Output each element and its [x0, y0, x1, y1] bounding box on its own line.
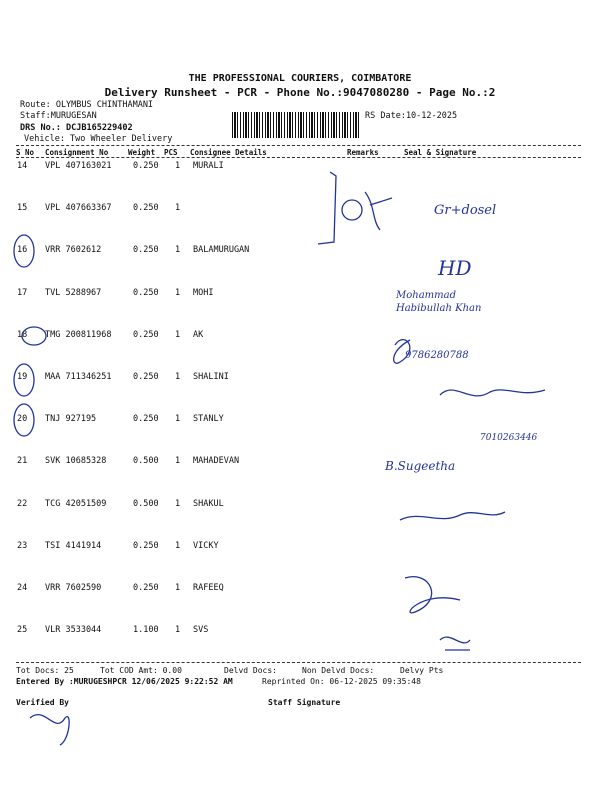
sig-row19: [440, 390, 545, 396]
handwriting-row17a: Mohammad: [396, 290, 456, 301]
row-consignee: SHALINI: [193, 372, 229, 382]
row-consignee: MURALI: [193, 161, 224, 171]
row-pcs: 1: [175, 414, 181, 425]
vehicle-label: Vehicle: Two Wheeler Delivery: [24, 134, 173, 144]
row-weight: 0.250: [133, 329, 159, 340]
verified-by: Verified By: [16, 698, 69, 707]
bracket-mark: [318, 172, 336, 244]
col-consignment: Consignment No: [45, 148, 109, 157]
drs-label: DRS No.: DCJB165229402: [20, 123, 133, 133]
row-consignment: VRR 7602612: [45, 245, 102, 256]
route-label: Route: OLYMBUS CHINTHAMANI: [20, 100, 154, 110]
row-consignment: SVK 10685328: [45, 456, 107, 467]
reprinted-on: Reprinted On: 06-12-2025 09:35:48: [262, 677, 421, 686]
sig-row22: [400, 512, 505, 520]
row-sno: 19: [17, 372, 28, 382]
row-consignment: VPL 407663367: [45, 203, 112, 214]
row-sno: 14: [17, 161, 28, 171]
col-consignee: Consignee Details: [190, 148, 267, 157]
runsheet-title: Delivery Runsheet - PCR - Phone No.:9047080280 - Page No.:2: [104, 86, 496, 99]
col-seal: Seal & Signature: [404, 148, 477, 157]
row-sno: 16: [17, 245, 28, 256]
handwriting-row18: 9786280788: [405, 350, 469, 361]
row-consignee: BALAMURUGAN: [193, 245, 250, 256]
row-weight: 0.250: [133, 287, 159, 298]
circle-mark: [342, 200, 362, 220]
row-pcs: 1: [175, 540, 181, 551]
row-consignee: STANLY: [193, 414, 224, 425]
company-title: THE PROFESSIONAL COURIERS, COIMBATORE: [188, 73, 412, 84]
handwriting-row21: B.Sugeetha: [385, 459, 456, 473]
handwriting-row16: HD: [438, 256, 472, 280]
row-pcs: 1: [175, 203, 181, 214]
row-weight: 0.250: [133, 245, 159, 256]
row-weight: 0.250: [133, 540, 159, 551]
row-sno: 18: [17, 329, 28, 340]
row-pcs: 1: [175, 161, 181, 171]
row-sno: 15: [17, 203, 28, 214]
delvy-pts: Delvy Pts: [400, 666, 444, 675]
col-pcs: PCS: [164, 148, 178, 157]
row-pcs: 1: [175, 625, 181, 636]
row-consignment: VRR 7602590: [45, 583, 102, 593]
row-pcs: 1: [175, 245, 181, 256]
circle-row20: [14, 404, 34, 436]
row-weight: 0.250: [133, 372, 159, 382]
col-weight: Weight: [128, 148, 156, 157]
handwriting-row20: 7010263446: [480, 433, 538, 443]
col-remarks: Remarks: [347, 148, 379, 157]
delvd-docs: Delvd Docs:: [224, 666, 277, 675]
rs-date-label: RS Date:10-12-2025: [365, 111, 458, 121]
row-consignment: VLR 3533044: [45, 625, 102, 636]
scribble-mark: [365, 192, 392, 230]
mark-row18: [22, 327, 46, 345]
row-pcs: 1: [175, 372, 181, 382]
row-consignment: TCG 42051509: [45, 498, 107, 509]
row-weight: 0.500: [133, 456, 159, 467]
row-consignee: MAHADEVAN: [193, 456, 240, 467]
verified-signature: [30, 715, 69, 745]
staff-signature: Staff Signature: [268, 698, 341, 707]
row-sno: 17: [17, 287, 28, 298]
row-sno: 21: [17, 456, 28, 467]
row-pcs: 1: [175, 456, 181, 467]
row-sno: 25: [17, 625, 28, 636]
tot-docs: Tot Docs: 25: [16, 666, 74, 675]
row-pcs: 1: [175, 583, 181, 593]
row-consignee: VICKY: [193, 540, 219, 551]
circle-row19: [14, 364, 34, 396]
row-weight: 0.250: [133, 203, 159, 214]
non-delvd-docs: Non Delvd Docs:: [302, 666, 375, 675]
row-consignment: TNJ 927195: [45, 414, 97, 425]
row-weight: 1.100: [133, 625, 159, 636]
footer-rule: [16, 662, 581, 663]
entered-by: Entered By :MURUGESHPCR 12/06/2025 9:22:52 AM: [16, 677, 233, 686]
handwriting-row17b: Habibullah Khan: [396, 303, 482, 314]
row-consignment: TSI 4141914: [45, 540, 102, 551]
row-weight: 0.250: [133, 414, 159, 425]
row-consignment: MAA 711346251: [45, 372, 112, 382]
row-weight: 0.250: [133, 161, 159, 171]
row-consignee: RAFEEQ: [193, 583, 224, 593]
row-weight: 0.250: [133, 583, 159, 593]
row-sno: 24: [17, 583, 28, 593]
row-consignee: AK: [193, 329, 204, 340]
row-weight: 0.500: [133, 498, 159, 509]
row-pcs: 1: [175, 287, 181, 298]
row-pcs: 1: [175, 329, 181, 340]
sig-row24: [405, 577, 460, 613]
row-consignment: VPL 407163021: [45, 161, 112, 171]
row-consignment: TVL 5288967: [45, 287, 102, 298]
handwriting-row15: Gr+dosel: [434, 203, 497, 218]
tot-cod: Tot COD Amt: 0.00: [100, 666, 182, 675]
col-sno: S No: [16, 148, 35, 157]
row-sno: 23: [17, 540, 28, 551]
sig-row25: [440, 637, 470, 650]
row-sno: 22: [17, 498, 28, 509]
row-pcs: 1: [175, 498, 181, 509]
row-consignment: TMG 200811968: [45, 329, 112, 340]
row-sno: 20: [17, 414, 28, 425]
staff-label: Staff:MURUGESAN: [20, 111, 97, 121]
row-consignee: MOHI: [193, 287, 214, 298]
row-consignee: SHAKUL: [193, 498, 224, 509]
circle-row16: [14, 235, 34, 267]
row-consignee: SVS: [193, 625, 209, 636]
